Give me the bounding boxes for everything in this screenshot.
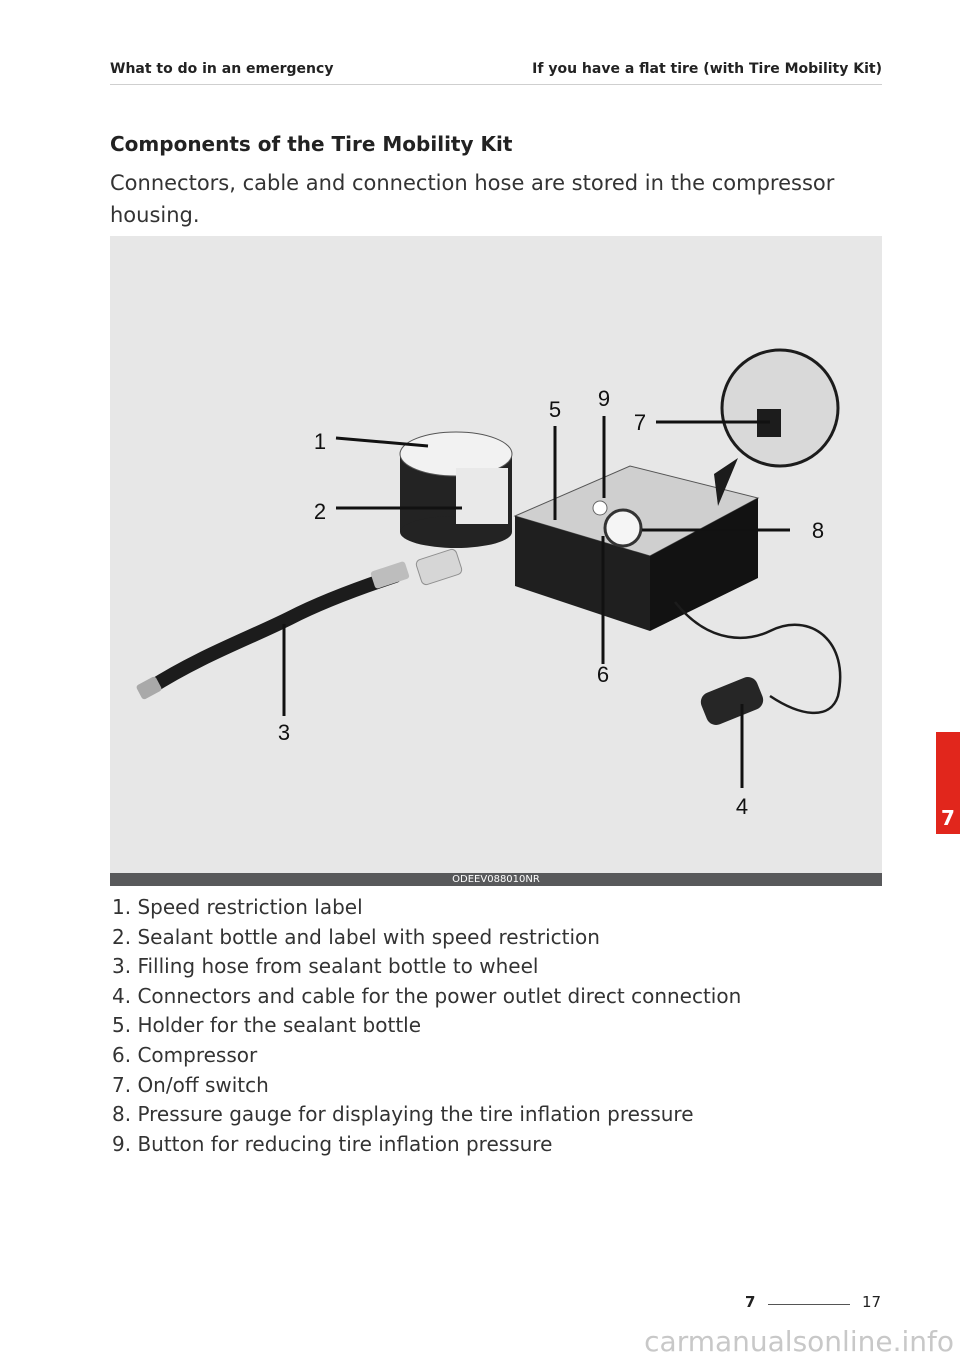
- list-item: 5. Holder for the sealant bottle: [112, 1013, 422, 1038]
- list-item: 2. Sealant bottle and label with speed restriction: [112, 924, 600, 949]
- callout-3: 3: [277, 720, 291, 745]
- header-topic-title: If you have a flat tire (with Tire Mobility Kit): [532, 61, 882, 77]
- watermark: carmanualsonline.info: [644, 1325, 954, 1358]
- callout-7: 7: [633, 410, 647, 435]
- list-item: 8. Pressure gauge for displaying the tire inflation pressure: [112, 1102, 694, 1127]
- list-item: 7. On/off switch: [112, 1072, 269, 1097]
- callout-9: 9: [597, 386, 611, 411]
- callout-2: 2: [313, 499, 327, 524]
- callout-5: 5: [548, 397, 562, 422]
- list-item: 4. Connectors and cable for the power outlet direct connection: [112, 983, 742, 1008]
- callout-6: 6: [596, 662, 610, 687]
- callout-1: 1: [313, 429, 327, 454]
- list-item: 6. Compressor: [112, 1042, 258, 1067]
- callout-8: 8: [811, 518, 825, 543]
- section-title: Components of the Tire Mobility Kit: [110, 132, 513, 156]
- tire-mobility-kit-figure: [110, 236, 882, 886]
- list-item: 9. Button for reducing tire inflation pressure: [112, 1131, 553, 1156]
- list-item: 3. Filling hose from sealant bottle to wheel: [112, 954, 539, 979]
- chapter-side-tab: [936, 732, 960, 834]
- kit-illustration: [110, 236, 882, 873]
- list-item: 1. Speed restriction label: [112, 895, 363, 919]
- parts-list: [112, 893, 741, 1159]
- footer-page-number: 17: [862, 1293, 882, 1311]
- footer-chapter-number: 7: [745, 1293, 756, 1311]
- header-section-title: What to do in an emergency: [110, 61, 334, 77]
- chapter-side-tab-label: 7: [941, 806, 955, 830]
- callout-4: 4: [735, 794, 749, 819]
- header-divider: [110, 84, 882, 85]
- figure-code: ODEEV088010NR: [110, 873, 882, 886]
- footer-divider: [768, 1304, 850, 1305]
- intro-paragraph: Connectors, cable and connection hose are stored in the compressor housing.: [110, 171, 835, 227]
